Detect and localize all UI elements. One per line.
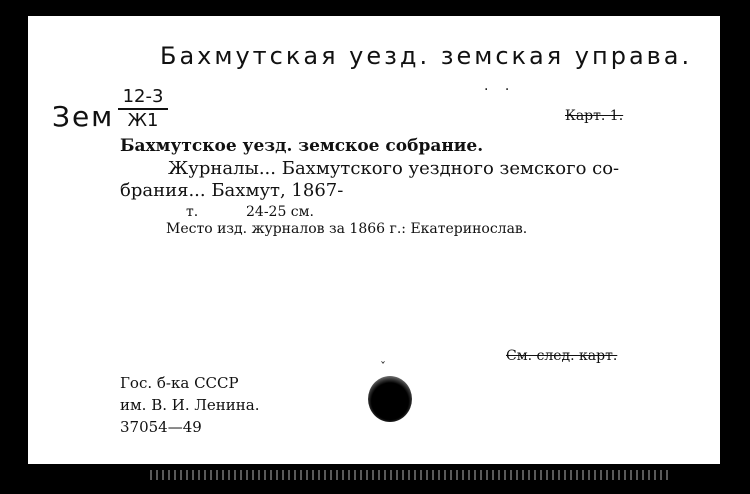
library-line-1: Гос. б-ка СССР [120,374,239,392]
punch-hole [368,376,412,422]
entry-heading: Бахмутское уезд. земское собрание. [120,136,484,156]
volume-label: т. [186,204,199,220]
size-label: 24-25 см. [246,204,314,220]
catalog-card [28,16,720,464]
library-line-2: им. В. И. Ленина. [120,396,260,414]
handwritten-title: Бахмутская уезд. земская управа. [160,42,693,70]
title-line-1: Журналы... Бахмутского уездного земского со- [168,158,620,179]
publication-note: Место изд. журналов за 1866 г.: Екатеринослав. [166,221,528,237]
shelfmark-top: 12-3 [118,86,168,110]
stamp-mark: ˇ [380,360,386,374]
shelfmark [118,86,168,132]
handwritten-dots: . . [484,78,516,94]
card-number: Карт. 1. [565,108,624,124]
shelfmark-bottom: Ж1 [127,110,159,131]
handwritten-prefix: Зем [52,100,115,133]
scan-noise [150,470,670,480]
title-line-2: брания... Бахмут, 1867- [120,180,344,201]
scan-border-left [0,0,28,494]
library-line-3: 37054—49 [120,418,202,436]
see-also-note: См. след. карт. [506,348,618,364]
